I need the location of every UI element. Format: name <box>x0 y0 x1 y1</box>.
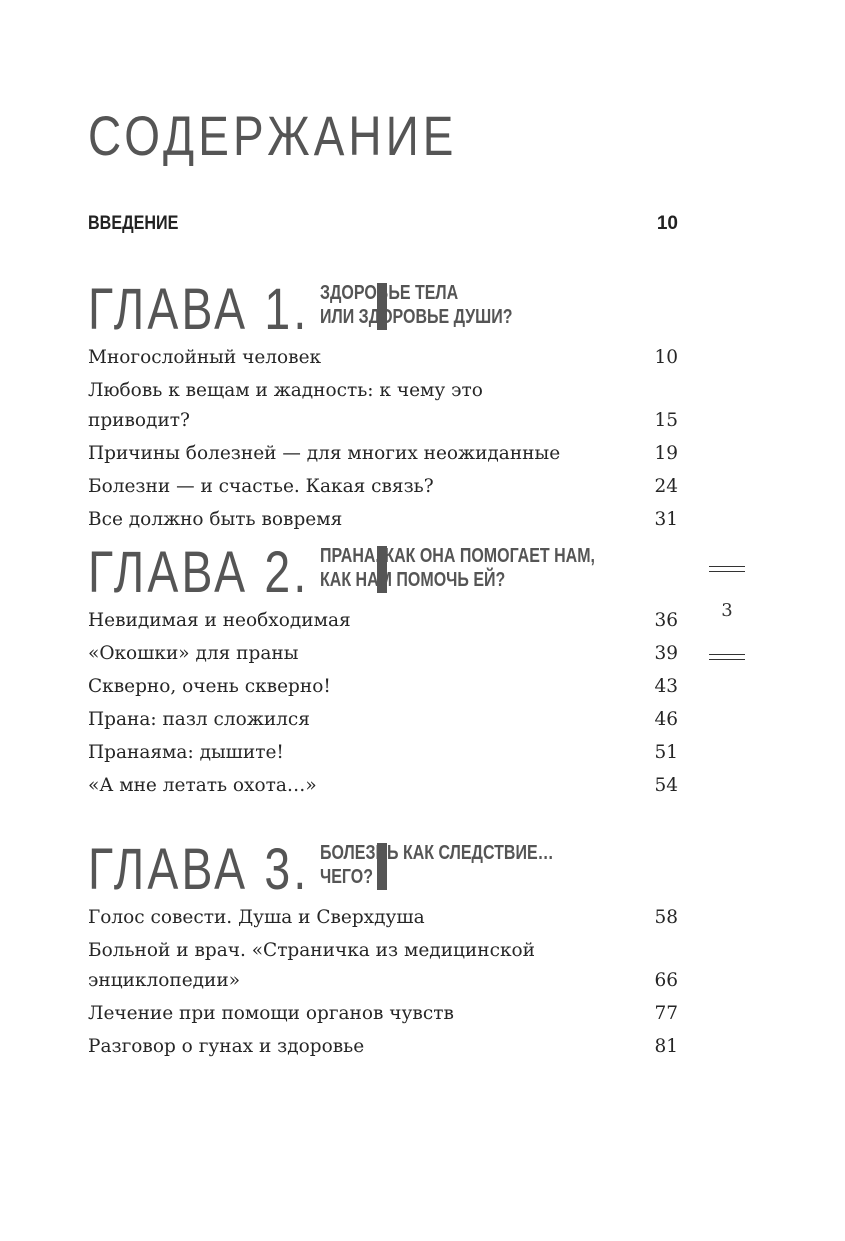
toc-entry[interactable] <box>88 1032 678 1062</box>
chapter-3 <box>88 837 678 1065</box>
chapter-3-subtitle-line: БОЛЕЗНЬ КАК СЛЕДСТВИЕ… <box>320 842 554 864</box>
toc-entry-page-number: 77 <box>654 1003 678 1024</box>
chapter-2-label: ГЛАВА 2. <box>88 540 310 605</box>
chapter-2-subtitle <box>320 544 595 592</box>
toc-entry-introduction[interactable] <box>88 213 678 235</box>
toc-entry-title: Скверно, очень скверно! <box>88 676 331 697</box>
page-folio <box>709 566 745 664</box>
toc-entry[interactable] <box>88 903 678 933</box>
chapter-2-subtitle-line: ПРАНА. КАК ОНА ПОМОГАЕТ НАМ, <box>320 545 595 567</box>
folio-rule-top <box>709 571 745 572</box>
chapter-1-label: ГЛАВА 1. <box>88 277 310 342</box>
introduction-page-number: 10 <box>656 213 678 234</box>
toc-entry-title: Разговор о гунах и здоровье <box>88 1036 365 1057</box>
toc-entry[interactable] <box>88 505 678 535</box>
toc-entry[interactable] <box>88 639 678 669</box>
toc-entry-page-number: 36 <box>654 610 678 631</box>
chapter-3-subtitle <box>320 841 554 889</box>
toc-entry-page-number: 51 <box>654 742 678 763</box>
toc-entry[interactable] <box>88 936 678 996</box>
chapter-3-heading <box>88 837 678 903</box>
page-number: 3 <box>721 600 733 621</box>
toc-entry-page-number: 10 <box>654 347 678 368</box>
toc-entry[interactable] <box>88 439 678 469</box>
toc-entry-page-number: 15 <box>654 410 678 431</box>
toc-entry-title: Голос совести. Душа и Сверхдуша <box>88 907 425 928</box>
toc-entry-title: «А мне летать охота…» <box>88 775 317 796</box>
chapter-3-subtitle-line: ЧЕГО? <box>320 866 373 888</box>
toc-entry-title: Болезни — и счастье. Какая связь? <box>88 476 434 497</box>
toc-entry-title: Любовь к вещам и жадность: к чему это приводит? <box>88 380 483 431</box>
toc-entry-page-number: 46 <box>654 709 678 730</box>
toc-entry-page-number: 54 <box>654 775 678 796</box>
toc-entry-page-number: 43 <box>654 676 678 697</box>
toc-entry[interactable] <box>88 738 678 768</box>
folio-rule-bottom <box>709 654 745 655</box>
toc-entry-title: Многослойный человек <box>88 347 322 368</box>
chapter-3-label: ГЛАВА 3. <box>88 837 310 902</box>
toc-entry-page-number: 31 <box>654 509 678 530</box>
toc-entry[interactable] <box>88 472 678 502</box>
toc-entry-title: Все должно быть вовремя <box>88 509 343 530</box>
toc-entry-title: Пранаяма: дышите! <box>88 742 284 763</box>
chapter-1-subtitle-line: ЗДОРОВЬЕ ТЕЛА <box>320 282 459 304</box>
toc-entry[interactable] <box>88 606 678 636</box>
chapter-2-heading <box>88 540 678 606</box>
toc-entry-page-number: 19 <box>654 443 678 464</box>
toc-entry-title: Причины болезней — для многих неожиданные <box>88 443 561 464</box>
toc-entry-title: Невидимая и необходимая <box>88 610 351 631</box>
chapter-3-entries <box>88 903 678 1062</box>
toc-entry-page-number: 58 <box>654 907 678 928</box>
toc-entry-title: Больной и врач. «Страничка из медицинской энциклопедии» <box>88 940 535 991</box>
chapter-1 <box>88 277 678 538</box>
folio-rule-bottom <box>709 659 745 660</box>
toc-entry-title: «Окошки» для праны <box>88 643 299 664</box>
chapter-2-subtitle-line: КАК НАМ ПОМОЧЬ ЕЙ? <box>320 569 506 591</box>
toc-entry-page-number: 81 <box>654 1036 678 1057</box>
toc-entry[interactable] <box>88 343 678 373</box>
folio-rule-top <box>709 566 745 567</box>
chapter-2 <box>88 540 678 804</box>
chapter-1-heading <box>88 277 678 343</box>
chapter-1-subtitle <box>320 281 513 329</box>
introduction-label: ВВЕДЕНИЕ <box>88 213 179 234</box>
toc-entry[interactable] <box>88 705 678 735</box>
toc-entry[interactable] <box>88 771 678 801</box>
toc-entry-title: Прана: пазл сложился <box>88 709 310 730</box>
toc-entry-page-number: 66 <box>654 970 678 991</box>
toc-entry[interactable] <box>88 999 678 1029</box>
toc-entry-page-number: 39 <box>654 643 678 664</box>
page-title: СОДЕРЖАНИЕ <box>88 104 458 167</box>
toc-entry[interactable] <box>88 376 678 436</box>
chapter-1-subtitle-line: ИЛИ ЗДОРОВЬЕ ДУШИ? <box>320 306 513 328</box>
toc-entry[interactable] <box>88 672 678 702</box>
toc-entry-title: Лечение при помощи органов чувств <box>88 1003 454 1024</box>
toc-entry-page-number: 24 <box>654 476 678 497</box>
chapter-2-entries <box>88 606 678 801</box>
chapter-1-entries <box>88 343 678 535</box>
